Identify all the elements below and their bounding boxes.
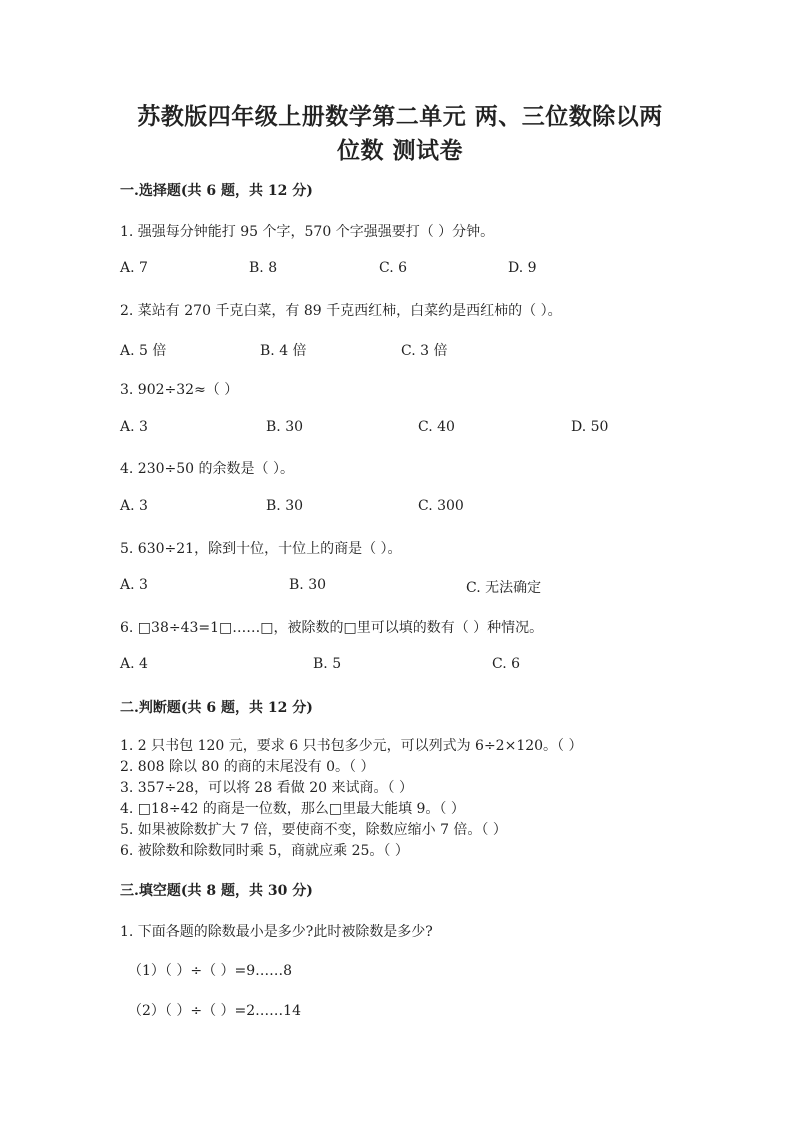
choice-q5-option-c: C. 无法确定 bbox=[466, 580, 542, 596]
choice-q5-option-a: A. 3 bbox=[120, 577, 148, 593]
choice-q2-option-a: A. 5 倍 bbox=[120, 343, 167, 359]
choice-q1-option-c: C. 6 bbox=[379, 260, 408, 276]
choice-q3-option-c: C. 40 bbox=[418, 419, 455, 435]
choice-question-4: 4. 230÷50 的余数是（ ）。 bbox=[120, 461, 294, 477]
choice-q6-option-a: A. 4 bbox=[120, 656, 148, 672]
choice-q3-option-a: A. 3 bbox=[120, 419, 148, 435]
choice-q2-option-b: B. 4 倍 bbox=[260, 343, 307, 359]
choice-q1-option-b: B. 8 bbox=[249, 260, 278, 276]
section-heading-choice: 一.选择题(共 6 题，共 12 分) bbox=[120, 183, 313, 199]
choice-q1-option-d: D. 9 bbox=[508, 260, 537, 276]
section-heading-fill: 三.填空题(共 8 题，共 30 分) bbox=[120, 883, 313, 899]
section-heading-judge: 二.判断题(共 6 题，共 12 分) bbox=[120, 700, 313, 716]
choice-q3-option-b: B. 30 bbox=[266, 419, 304, 435]
choice-q5-option-b: B. 30 bbox=[289, 577, 327, 593]
choice-q6-option-b: B. 5 bbox=[313, 656, 342, 672]
choice-q4-option-c: C. 300 bbox=[418, 498, 464, 514]
judge-item-6: 6. 被除数和除数同时乘 5，商就应乘 25。（ ） bbox=[120, 843, 409, 859]
judge-item-4: 4. □18÷42 的商是一位数，那么□里最大能填 9。（ ） bbox=[120, 801, 465, 817]
choice-q4-option-b: B. 30 bbox=[266, 498, 304, 514]
judge-item-5: 5. 如果被除数扩大 7 倍，要使商不变，除数应缩小 7 倍。（ ） bbox=[120, 822, 507, 838]
choice-q3-option-d: D. 50 bbox=[571, 419, 609, 435]
judge-item-3: 3. 357÷28，可以将 28 看做 20 来试商。（ ） bbox=[120, 780, 413, 796]
choice-q6-option-c: C. 6 bbox=[492, 656, 521, 672]
page-title-line2: 位数 测试卷 bbox=[336, 137, 463, 164]
judge-item-2: 2. 808 除以 80 的商的末尾没有 0。（ ） bbox=[120, 759, 375, 775]
choice-question-6: 6. □38÷43=1□……□，被除数的□里可以填的数有（ ）种情况。 bbox=[120, 620, 544, 636]
fill-question-1: 1. 下面各题的除数最小是多少?此时被除数是多少? bbox=[120, 924, 433, 940]
choice-q1-option-a: A. 7 bbox=[120, 260, 148, 276]
fill-q1-subquestion-2: （2）（ ）÷（ ）=2……14 bbox=[128, 1003, 301, 1019]
choice-question-1: 1. 强强每分钟能打 95 个字，570 个字强强要打（ ）分钟。 bbox=[120, 224, 495, 240]
choice-question-3: 3. 902÷32≈（ ） bbox=[120, 382, 239, 398]
choice-q4-option-a: A. 3 bbox=[120, 498, 148, 514]
choice-question-5: 5. 630÷21，除到十位，十位上的商是（ ）。 bbox=[120, 541, 402, 557]
fill-q1-subquestion-1: （1）（ ）÷（ ）=9……8 bbox=[128, 963, 293, 979]
judge-item-1: 1. 2 只书包 120 元，要求 6 只书包多少元，可以列式为 6÷2×120。（ ） bbox=[120, 738, 583, 754]
choice-q2-option-c: C. 3 倍 bbox=[401, 343, 448, 359]
page-title-line1: 苏教版四年级上册数学第二单元 两、三位数除以两 bbox=[137, 103, 663, 130]
choice-question-2: 2. 菜站有 270 千克白菜，有 89 千克西红柿，白菜约是西红柿的（ ）。 bbox=[120, 303, 562, 319]
